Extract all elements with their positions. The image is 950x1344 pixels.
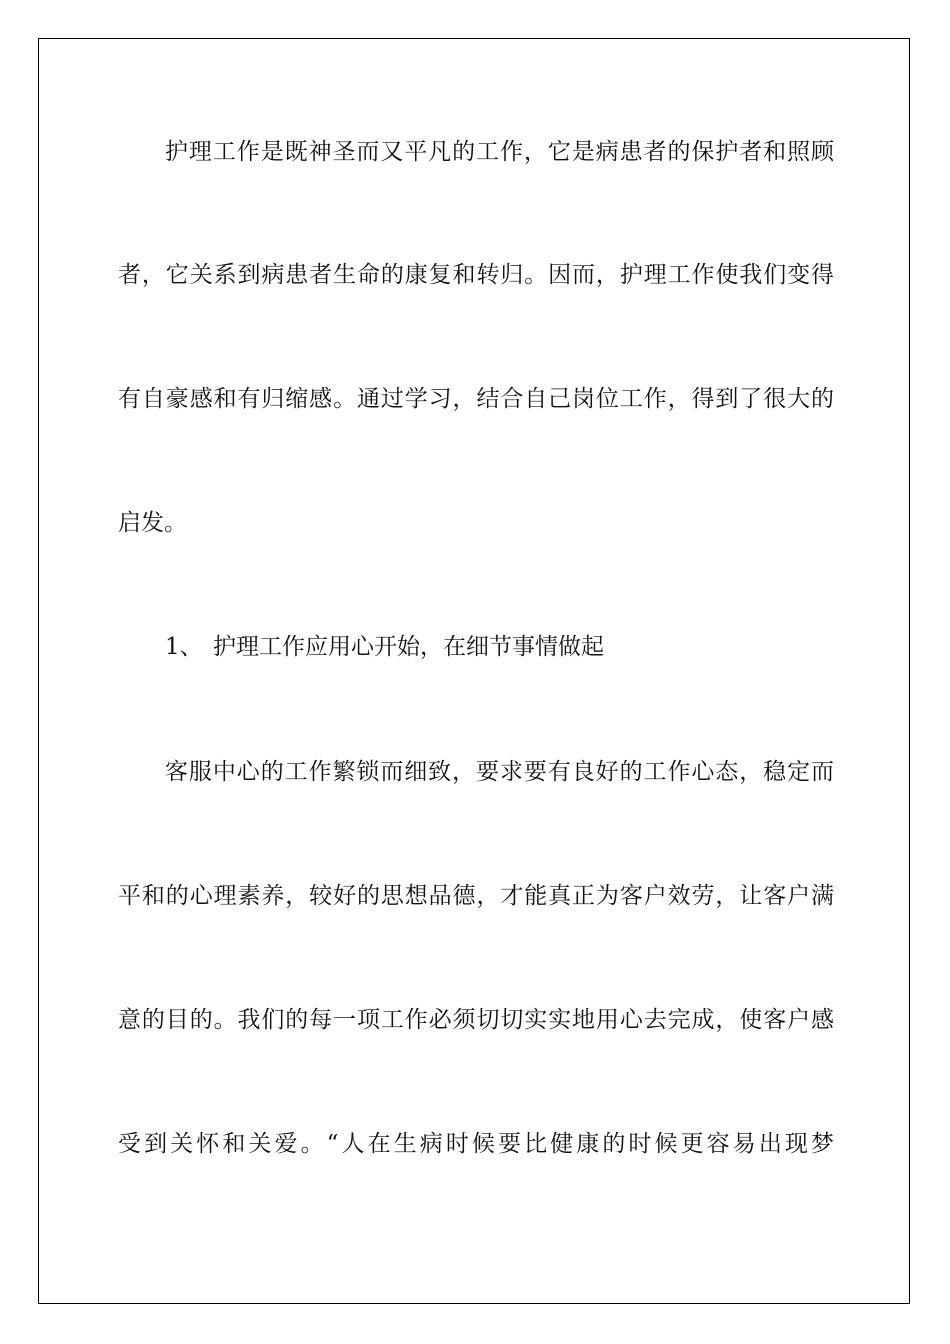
paragraph-1-line-2: 者，它关系到病患者生命的康复和转归。因而，护理工作使我们变得 <box>118 262 834 288</box>
section-heading-1 <box>165 632 834 662</box>
paragraph-2-line-4: 受到关怀和关爱。“人在生病时候要比健康的时候更容易出现梦 <box>118 1131 834 1157</box>
section-number: 1、 <box>165 634 203 660</box>
paragraph-1-line-1: 护理工作是既神圣而又平凡的工作，它是病患者的保护者和照顾 <box>165 139 834 165</box>
paragraph-2-line-2: 平和的心理素养，较好的思想品德，才能真正为客户效劳，让客户满 <box>118 883 834 909</box>
paragraph-1-line-3: 有自豪感和有归缩感。通过学习，结合自己岗位工作，得到了很大的 <box>118 386 834 412</box>
section-title: 护理工作应用心开始，在细节事情做起 <box>213 634 604 660</box>
paragraph-2-line-3: 意的目的。我们的每一项工作必须切切实实地用心去完成，使客户感 <box>118 1007 834 1033</box>
document-page <box>38 38 910 1304</box>
paragraph-2-line-1: 客服中心的工作繁锁而细致，要求要有良好的工作心态，稳定而 <box>165 759 834 785</box>
paragraph-1-line-4: 启发。 <box>118 510 187 536</box>
